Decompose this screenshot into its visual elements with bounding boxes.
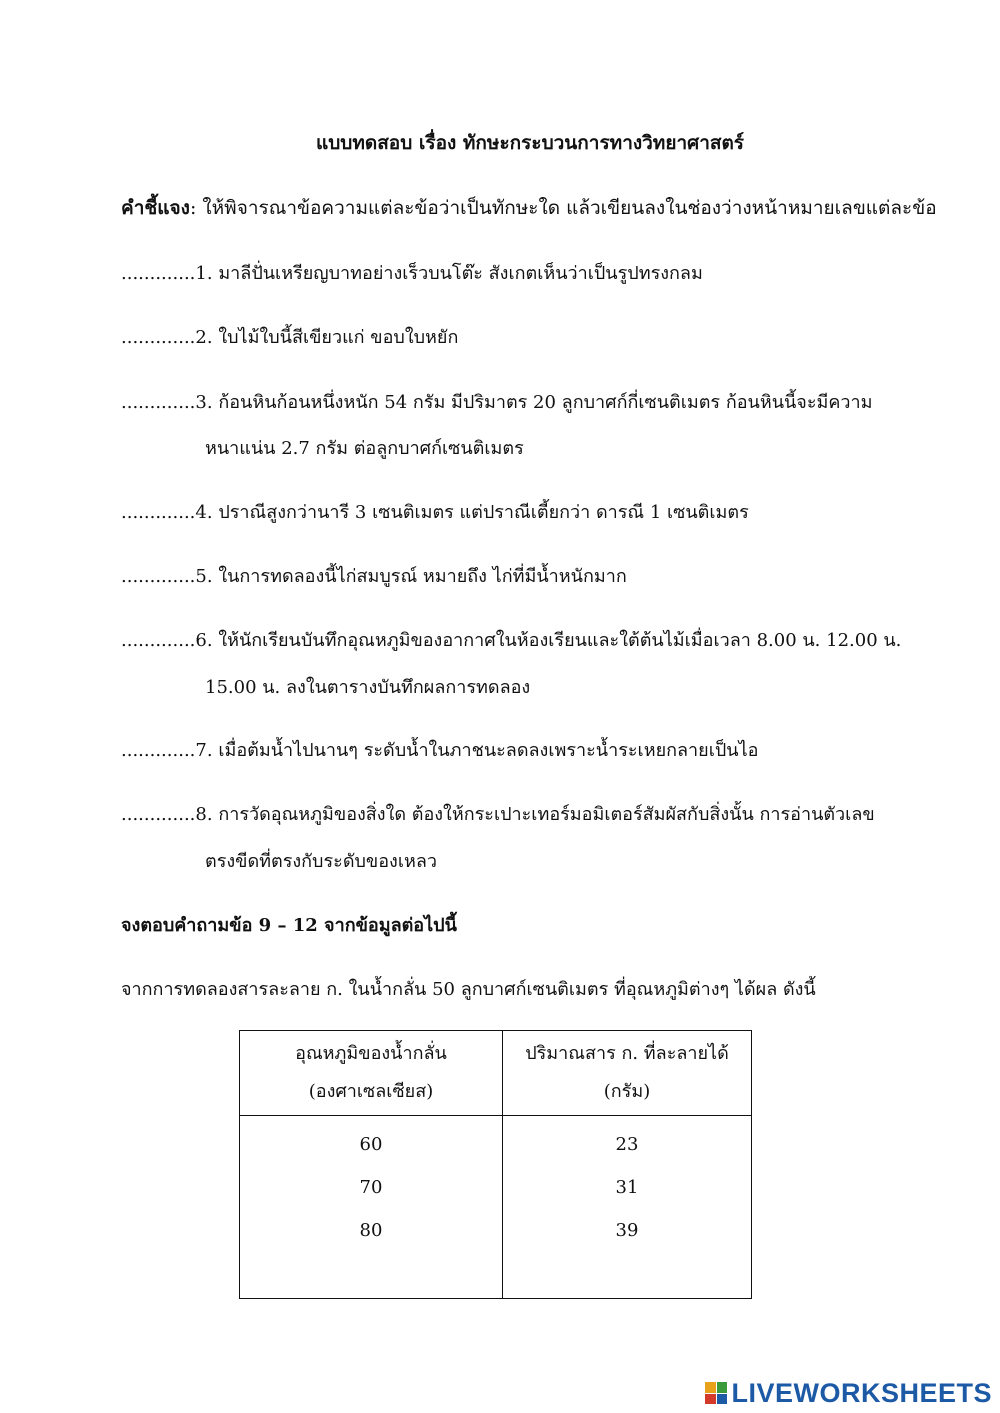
- header-amount: ปริมาณสาร ก. ที่ละลายได้ (กรัม): [503, 1031, 752, 1116]
- question-text: เมื่อต้มน้ำไปนานๆ ระดับน้ำในภาชนะลดลงเพราะน้ำระเหยกลายเป็นไอ: [218, 740, 759, 761]
- answer-blank-8[interactable]: .............: [121, 804, 196, 825]
- question-number: 3.: [195, 392, 213, 413]
- table-cell: 39: [503, 1209, 752, 1252]
- question-text: มาลีปั่นเหรียญบาทอย่างเร็วบนโต๊ะ สังเกตเห็นว่าเป็นรูปทรงกลม: [218, 263, 703, 284]
- page-title: แบบทดสอบ เรื่อง ทักษะกระบวนการทางวิทยาศาสตร์: [315, 132, 745, 154]
- answer-blank-4[interactable]: .............: [121, 502, 196, 523]
- question-1: [121, 258, 703, 287]
- liveworksheets-logo: [705, 1378, 992, 1408]
- answer-blank-5[interactable]: .............: [121, 566, 196, 587]
- table-row: [240, 1166, 752, 1209]
- question-text: ปราณีสูงกว่านารี 3 เซนติเมตร แต่ปราณีเตี้ยกว่า ดารณี 1 เซนติเมตร: [218, 502, 749, 523]
- question-text: ให้นักเรียนบันทึกอุณหภูมิของอากาศในห้องเรียนและใต้ต้นไม้เมื่อเวลา 8.00 น. 12.00 น.: [218, 630, 902, 651]
- question-7: [121, 735, 758, 764]
- brand-name: LIVEWORKSHEETS: [731, 1377, 992, 1408]
- question-text: ในการทดลองนี้ไก่สมบูรณ์ หมายถึง ไก่ที่มีน้ำหนักมาก: [218, 566, 627, 587]
- data-intro: จากการทดลองสารละลาย ก. ในน้ำกลั่น 50 ลูกบาศก์เซนติเมตร ที่อุณหภูมิต่างๆ ได้ผล ดังนี้: [121, 979, 816, 1000]
- table-cell: 70: [240, 1166, 503, 1209]
- question-number: 6.: [195, 630, 213, 651]
- question-text: ก้อนหินก้อนหนึ่งหนัก 54 กรัม มีปริมาตร 20 ลูกบาศก์กี่เซนติเมตร ก้อนหินนี้จะมีความ: [218, 392, 873, 413]
- table-cell: 80: [240, 1209, 503, 1252]
- question-3-continued: หนาแน่น 2.7 กรัม ต่อลูกบาศก์เซนติเมตร: [205, 438, 524, 459]
- table-cell: 31: [503, 1166, 752, 1209]
- answer-blank-7[interactable]: .............: [121, 740, 196, 761]
- table-cell: 60: [240, 1116, 503, 1167]
- question-text: การวัดอุณหภูมิของสิ่งใด ต้องให้กระเปาะเทอร์มอมิเตอร์สัมผัสกับสิ่งนั้น การอ่านตัวเลข: [218, 804, 875, 825]
- question-8: [121, 799, 875, 828]
- question-number: 8.: [195, 804, 213, 825]
- table-empty-row: [240, 1252, 752, 1299]
- table-header-row: [240, 1031, 752, 1116]
- instructions-text: : ให้พิจารณาข้อความแต่ละข้อว่าเป็นทักษะใด แล้วเขียนลงในช่องว่างหน้าหมายเลขแต่ละข้อ: [189, 197, 937, 219]
- answer-blank-1[interactable]: .............: [121, 263, 196, 284]
- question-text: ใบไม้ใบนี้สีเขียวแก่ ขอบใบหยัก: [218, 327, 459, 348]
- question-number: 4.: [195, 502, 213, 523]
- section-heading: จงตอบคำถามข้อ 9 – 12 จากข้อมูลต่อไปนี้: [121, 915, 457, 936]
- question-2: [121, 322, 458, 351]
- table-cell: 23: [503, 1116, 752, 1167]
- results-table: [239, 1030, 752, 1299]
- table-row: [240, 1209, 752, 1252]
- question-6-continued: 15.00 น. ลงในตารางบันทึกผลการทดลอง: [205, 677, 531, 698]
- question-number: 7.: [195, 740, 213, 761]
- question-number: 2.: [195, 327, 213, 348]
- answer-blank-6[interactable]: .............: [121, 630, 196, 651]
- question-number: 1.: [195, 263, 213, 284]
- question-3: [121, 387, 873, 416]
- question-number: 5.: [195, 566, 213, 587]
- question-8-continued: ตรงขีดที่ตรงกับระดับของเหลว: [205, 851, 437, 872]
- liveworksheets-logo-icon: [705, 1382, 727, 1404]
- question-4: [121, 497, 749, 526]
- answer-blank-3[interactable]: .............: [121, 392, 196, 413]
- header-temperature: อุณหภูมิของน้ำกลั่น (องศาเซลเซียส): [240, 1031, 503, 1116]
- instructions-label: คำชี้แจง: [121, 197, 190, 219]
- question-5: [121, 561, 627, 590]
- table-row: [240, 1116, 752, 1167]
- answer-blank-2[interactable]: .............: [121, 327, 196, 348]
- question-6: [121, 625, 901, 654]
- instructions: [121, 193, 937, 223]
